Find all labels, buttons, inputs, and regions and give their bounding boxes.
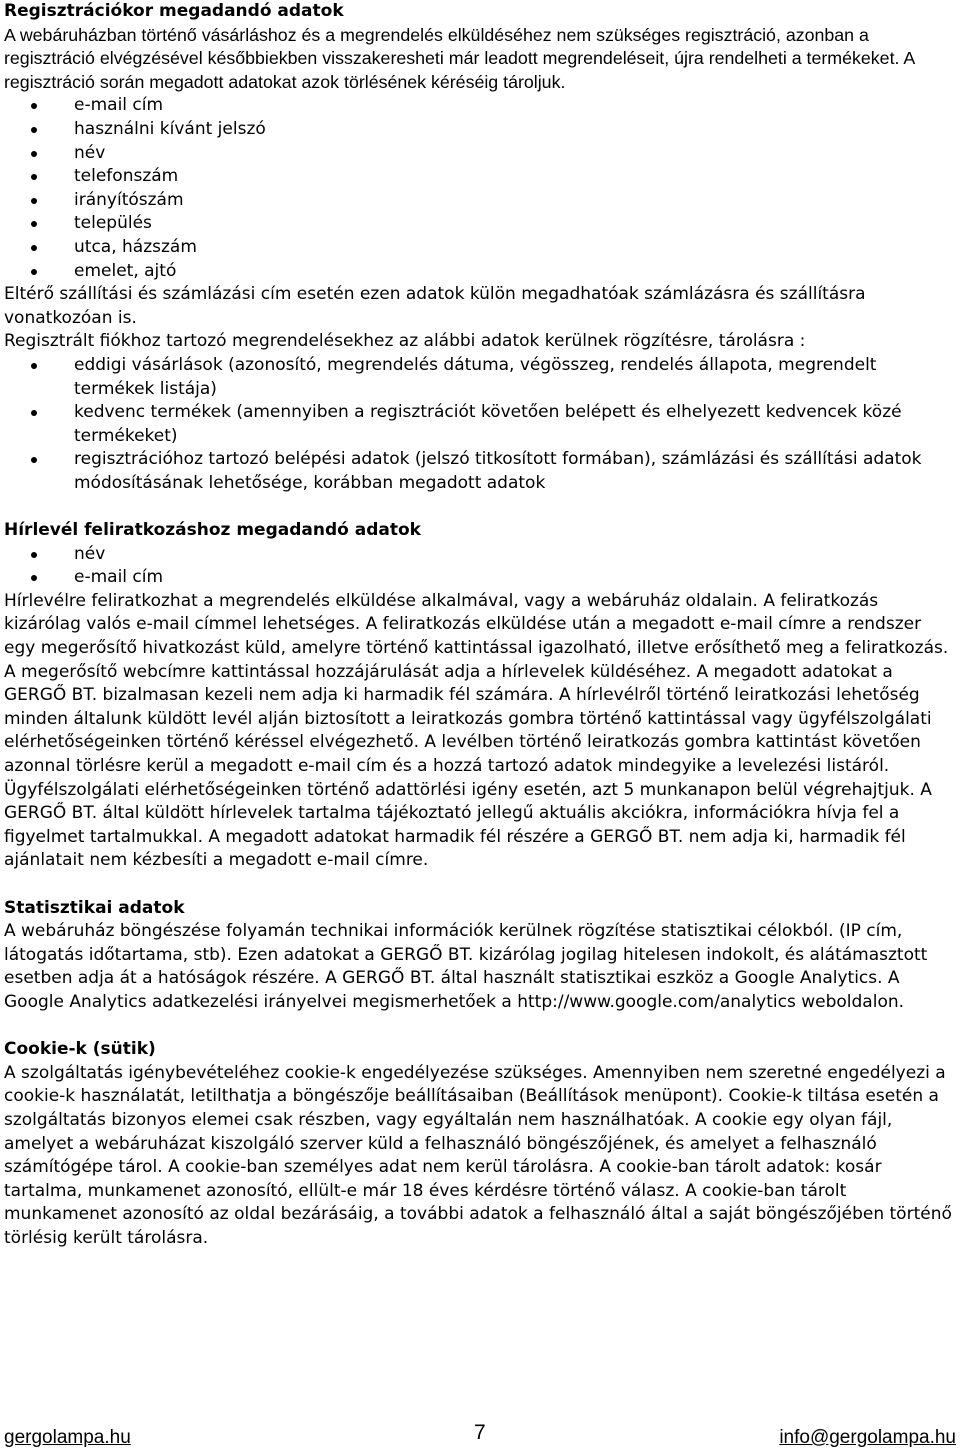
newsletter-body: Hírlevélre feliratkozhat a megrendelés elküldése alkalmával, vagy a webáruház oldalain. A feliratkozás kizárólag valós e-mail címmel lehetséges. A feliratkozás elküldése után a megadott e-mail címre a rendszer egy megerősítő hivatkozást küld, amelyre történő kattintással igazolható, illetve erősíthető meg a feliratkozás. A megerősítő webcímre kattintással hozzájárulását adja a hírlevelek küldéséhez. A megadott adatokat a GERGŐ BT. bizalmasan kezeli nem adja ki harmadik fél számára. A hírlevélről történő leiratkozási lehetőség minden általunk küldött levél alján biztosított a leiratkozás gombra történő kattintással vagy ügyfélszolgálati elérhetőségeinken történő kéréssel elvégezhető. A levélben történő leiratkozás gombra kattintást követően azonnal törlésre kerül a megadott e-mail cím és a hozzá tartozó adatok mindegyike a levelezési listáról. Ügyfélszolgálati elérhetőségeinken történő adattörlési igény esetén, azt 5 munkanapon belül végrehajtjuk. A GERGŐ BT. által küldött hírlevelek tartalma tájékoztató jellegű aktuális akciókra, információkra hívja fel a figyelmet tartalmukkal. A megadott adatokat harmadik fél részére a GERGŐ BT. nem adja ki, harmadik fél ajánlatait nem kézbesíti a megadott e-mail címre. [4, 590, 949, 871]
statistics-body: A webáruház böngészése folyamán technikai információk kerülnek rögzítése statisztikai célokból. (IP cím, látogatás időtartama, stb). Ezen adatokat a GERGŐ BT. kizárólag jogilag hitelesen indokolt, és alátámasztott esetben adja át a hatóságok részére. A GERGŐ BT. által használt statisztikai eszköz a Google Analytics. A Google Analytics adatkezelési irányelvei megismerhetőek a http://www.google.com/analytics weboldalon. [4, 921, 928, 1012]
list-item: név [4, 543, 956, 567]
cookies-heading: Cookie-k (sütik) [4, 1039, 156, 1060]
list-item: kedvenc termékek (amennyiben a regisztrációt követően belépett és elhelyezett kedvencek közé termékeket) [4, 401, 956, 448]
list-item: település [4, 212, 956, 236]
newsletter-fields-list [4, 543, 956, 590]
list-item: név [4, 142, 956, 166]
spacer [4, 873, 956, 897]
document-page [4, 0, 956, 1250]
page-footer [4, 1422, 956, 1448]
list-item: irányítószám [4, 189, 956, 213]
page-number: 7 [474, 1421, 486, 1444]
list-item: e-mail cím [4, 94, 956, 118]
registration-intro: A webáruházban történő vásárláshoz és a megrendelés elküldéséhez nem szükséges regisztráció, azonban a regisztráció elvégzésével későbbiekben visszakeresheti már leadott megrendeléseit, újra rendelheti a termékeket. A regisztráció során megadott adatokat azok törlésének kéréséig tároljuk. [4, 24, 915, 92]
registered-account-intro: Regisztrált fiókhoz tartozó megrendelésekhez az alábbi adatok kerülnek rögzítésre, tárolásra : [4, 331, 806, 352]
registration-fields-list [4, 94, 956, 283]
statistics-heading: Statisztikai adatok [4, 897, 185, 918]
list-item: regisztrációhoz tartozó belépési adatok (jelszó titkosított formában), számlázási és szállítási adatok módosításának lehetősége, korábban megadott adatok [4, 448, 956, 495]
cookies-body: A szolgáltatás igénybevételéhez cookie-k engedélyezése szükséges. Amennyiben nem szeretné engedélyezi a cookie-k használatát, letilthatja a böngészője beállításaiban (Beállítások menüpont). Cookie-k tiltása esetén a szolgáltatás bizonyos elemei csak részben, vagy egyáltalán nem használhatóak. A cookie egy olyan fájl, amelyet a webáruházat kiszolgáló szerver küld a felhasználó böngészőjének, és amelyet a felhasználó számítógépe tárol. A cookie-ban személyes adat nem kerül tárolásra. A cookie-ban tárolt adatok: kosár tartalma, munkamenet azonosító, ellült-e már 18 éves kérdésre történő válasz. A cookie-ban tárolt munkamenet azonosító az oldal bezárásáig, a további adatok a felhasználó által a saját böngészőjében történő törlésig került tárolásra. [4, 1062, 952, 1248]
list-item: utca, házszám [4, 236, 956, 260]
list-item: telefonszám [4, 165, 956, 189]
footer-email-link[interactable]: info@gergolampa.hu [779, 1427, 956, 1448]
list-item: emelet, ajtó [4, 260, 956, 284]
spacer [4, 1015, 956, 1039]
list-item: eddigi vásárlások (azonosító, megrendelés dátuma, végösszeg, rendelés állapota, megrendelt termékek listája) [4, 354, 956, 401]
registered-items-list [4, 354, 956, 496]
spacer [4, 495, 956, 519]
newsletter-heading: Hírlevél feliratkozáshoz megadandó adatok [4, 520, 421, 541]
list-item: használni kívánt jelszó [4, 118, 956, 142]
registration-heading: Regisztrációkor megadandó adatok [4, 1, 344, 21]
footer-site-link[interactable]: gergolampa.hu [4, 1427, 131, 1448]
list-item: e-mail cím [4, 566, 956, 590]
different-address-note: Eltérő szállítási és számlázási cím esetén ezen adatok külön megadhatóak számlázásra és szállításra vonatkozóan is. [4, 284, 866, 328]
